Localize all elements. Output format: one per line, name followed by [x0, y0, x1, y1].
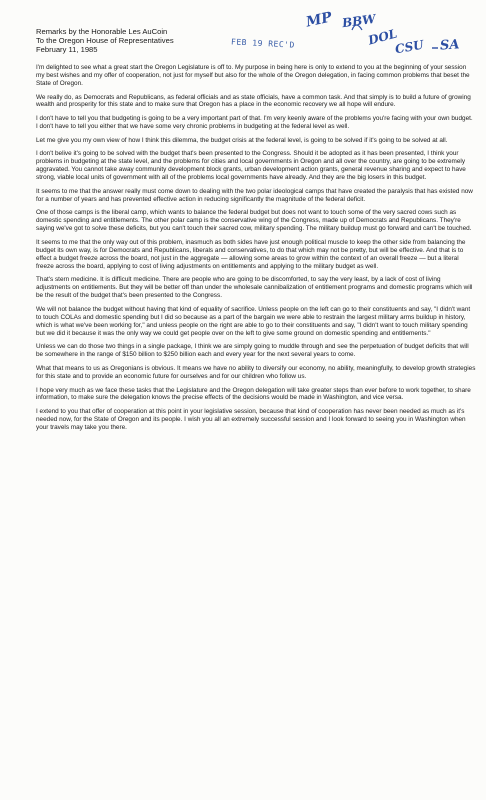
paragraph: What that means to us as Oregonians is obvious. It means we have no ability to diversify our economy, no ability, meaningfully, to develop growth strategies for this state and to provide an economic future for ourselves and for our children who follow us. — [36, 364, 476, 380]
initials-2: BBW — [341, 11, 377, 31]
paragraph: That's stern medicine. It is difficult medicine. There are people who are going to be discomforted, to say the very least, by a lack of cost of living adjustments on entitlements. But they will be better off than under the wholesale cannibalization of entitlement programs and domestic programs which will be the result of the budget that's been presented to the Congress. — [36, 276, 473, 300]
initials-5: SA — [439, 37, 460, 54]
paragraph: One of those camps is the liberal camp, which wants to balance the federal budget but does not want to touch some of the very sacred cows such as domestic spending and entitlements. The other polar camp is the conservative wing of the Congress, made up of Democrats and Republicans. They're saying we've got to solve these deficits, but you can't touch their sacred cow, military spending. The military buildup must go forward and can't be touched. — [36, 209, 472, 233]
document-header — [36, 27, 174, 55]
paragraph: It seems to me that the only way out of this problem, inasmuch as both sides have just enough political muscle to keep the other side from balancing the budget its own way, is for Democrats and Republicans, liberals and conservatives, to do that which may not be pretty, but will be effective. And that is to effect a budget freeze across the board, not just in the aggregate — allowing some areas to grow within the context of an overall freeze — but a literal freeze across the board, applying to cost of living adjustments on entitlements and applying to the military budget as well. — [36, 238, 466, 270]
header-speaker: Remarks by the Honorable Les AuCoin — [36, 27, 168, 36]
received-stamp: FEB 19 REC'D — [230, 37, 295, 50]
paragraph: Let me give you my own view of how I think this dilemma, the budget crisis at the federal level, is going to be solved if it's going to be solved at all. — [36, 136, 448, 144]
paragraph: I don't have to tell you that budgeting is going to be a very important part of that. I'm very keenly aware of the problems you're facing with your own budget. I don't have to tell you either that we have some very chronic problems in budgeting at the federal level as well. — [36, 115, 473, 131]
initials-1: MP — [304, 9, 334, 31]
paragraph: I extend to you that offer of cooperation at this point in your legislative session, because that kind of cooperation has never been needed as much as it's needed now, for the State of Oregon and its people. I wish you all an extremely successful session and I look forward to seeing you in Washington when your travels may take you there. — [36, 408, 466, 431]
header-audience: To the Oregon House of Representatives — [36, 36, 174, 46]
paragraph: It seems to me that the answer really must come down to dealing with the two polar ideological camps that have created the paralysis that has existed now for a number of years and has prevented effective action in reducing significantly the magnitude of the federal deficit. — [36, 187, 473, 203]
paragraph: We really do, as Democrats and Republicans, as federal officials and as state officials, have a common task. And that simply is to build a future of growing wealth and prosperity for this state and to make sure that Oregon has a place in the economic recovery we all hope will endure. — [36, 93, 471, 109]
paragraph: I don't belive it's going to be solved with the budget that's been presented to the Congress. Should it be adopted as it has been presented, I think your problems in budgeting at the state level, and the problems for cities and local governments in Oregon and all over the country, are going to be extremely aggravated. You cannot take away community development block grants, urban development action grants, general revenue sharing and expect to have strong, viable local units of government with all of the problems local governments have already. And they are the big losers in this budget. — [36, 150, 466, 182]
paragraph: I hope very much as we face these tasks that the Legislature and the Oregon delegation will take greater steps than ever before to work together, to share information, to make sure the delegation knows the precise effects of the decisions would be made in Washington, and vice versa. — [36, 386, 471, 402]
paragraph: We will not balance the budget without having that kind of equality of sacrifice. Unless people on the left can go to their constituents and say, "I didn't want to touch COLAs and domestic spending but I did so because as a part of the bargain we were able to restrain the largest military arms buildup in history, which is what we've been working for," and unless people on the right are able to go to their constituents and say, "I didn't want to touch military spending but we did it because it was the only way we could get people over on the left to give some ground on domestic spending and entitlements." — [36, 305, 471, 337]
speech-body — [36, 64, 476, 438]
paragraph: I'm delighted to see what a great start the Oregon Legislature is off to. My purpose in being here is only to extend to you at the beginning of your session my best wishes and my offer of cooperation, not just for myself but also for the whole of the Oregon delegation, in facing common problems that beset the State of Oregon. — [36, 64, 470, 87]
initials-3: DOL — [366, 26, 399, 48]
header-date: February 11, 1985 — [36, 45, 98, 55]
paragraph: Unless we can do those two things in a single package, I think we are simply going to muddle through and see the perpetuation of budget deficits that will be somewhere in the range of $150 billion to $250 billion each and every year for the next several years to come. — [36, 343, 469, 359]
initials-4: CSU — [394, 37, 425, 57]
